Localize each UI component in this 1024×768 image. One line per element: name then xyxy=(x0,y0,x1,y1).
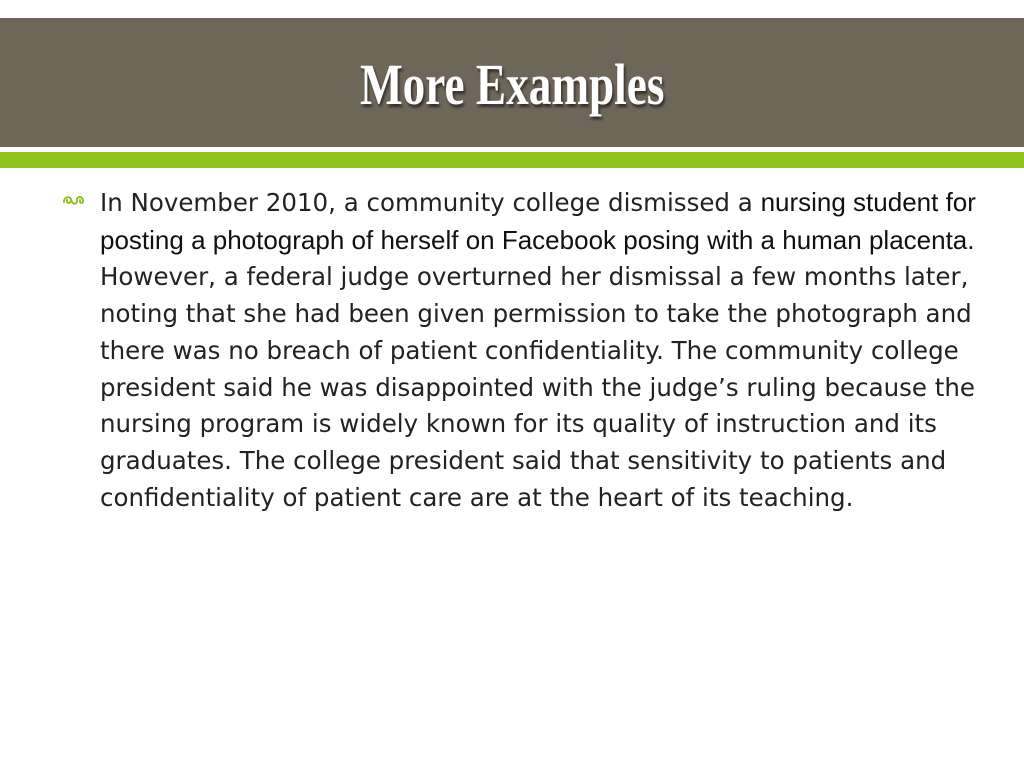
title-bar xyxy=(0,18,1024,147)
bullet-rest: However, a federal judge overturned her dismissal a few months later, noting that she had been given permission to take the photograph and there was no breach of patient confidentiality. The community college president said he was disappointed with the judge’s ruling because the nursing program is widely known for its quality of instruction and its graduates. The college president said that sensitivity to patients and confidentiality of patient care are at the heart of its teaching. xyxy=(100,262,975,512)
bullet-item xyxy=(62,184,982,516)
bullet-text xyxy=(100,184,982,516)
bullet-emphasis: nursing student for posting a photograph of herself on Facebook posing with a human placenta. xyxy=(100,187,976,255)
slide-content xyxy=(62,184,982,516)
curl-bullet-icon xyxy=(62,184,100,207)
accent-divider xyxy=(0,152,1024,168)
bullet-intro: In November 2010, a community college dismissed a xyxy=(100,188,761,217)
slide-title: More Examples xyxy=(359,52,665,117)
